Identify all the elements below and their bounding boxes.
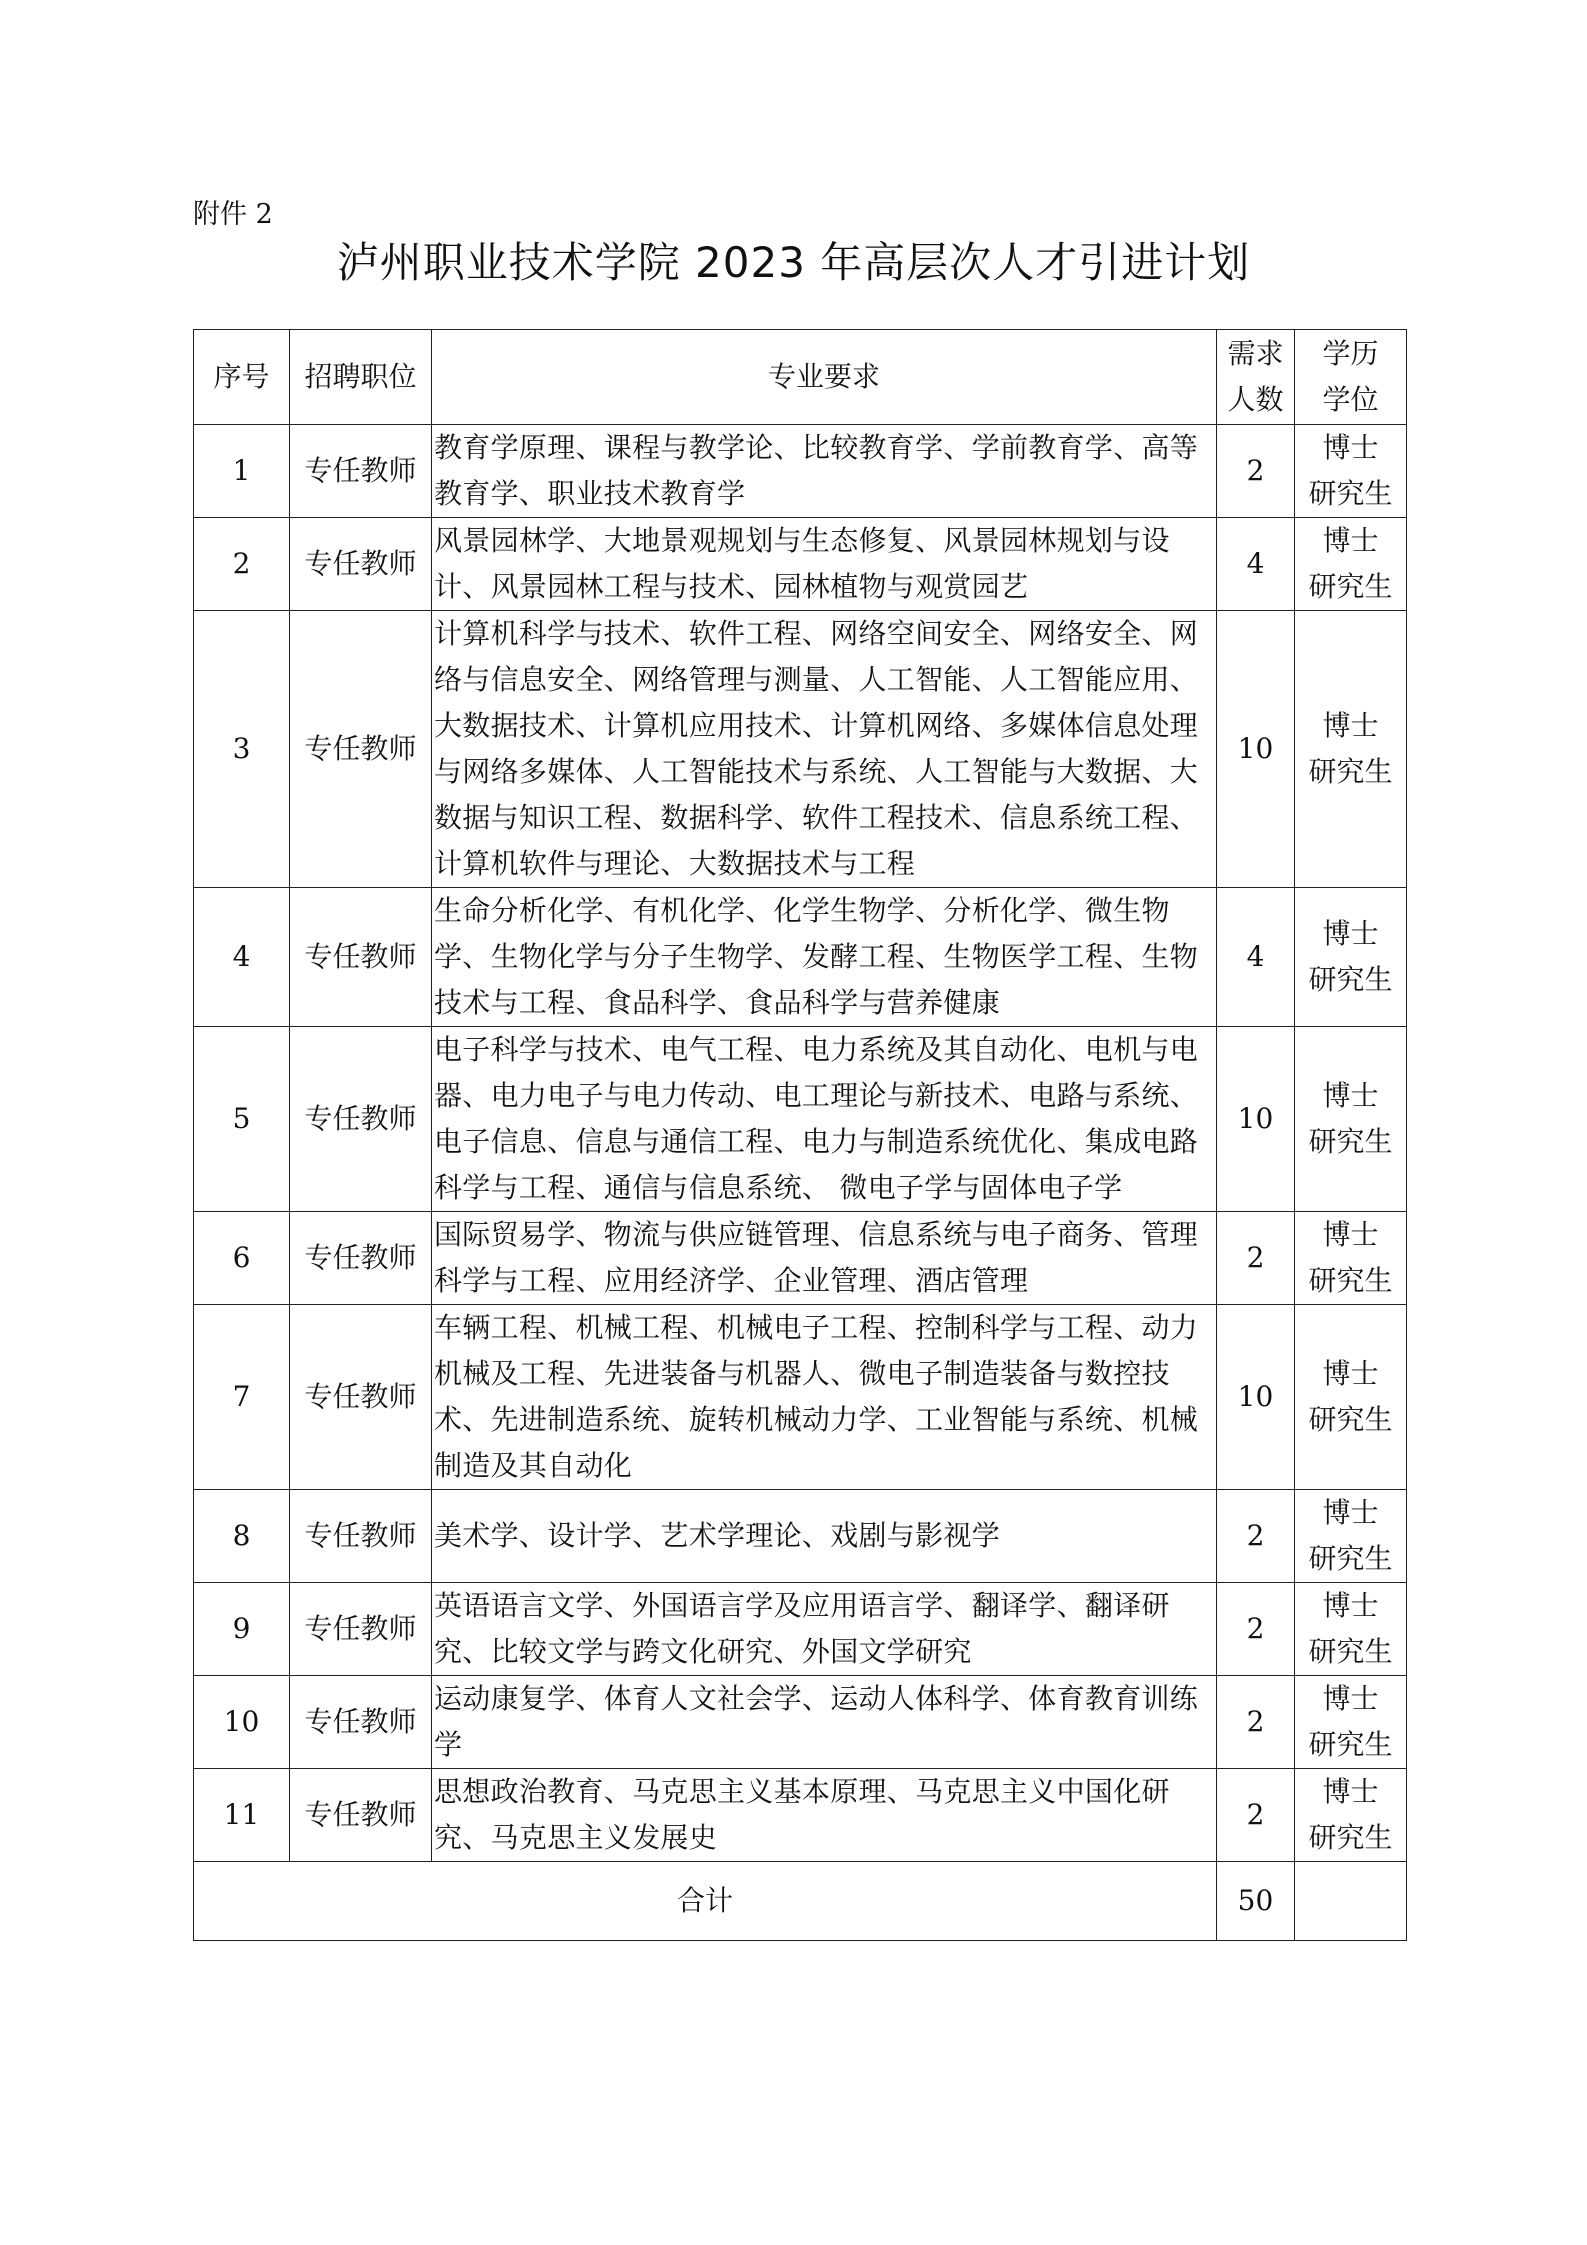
cell-degree xyxy=(1295,1305,1407,1490)
table-row xyxy=(194,1490,1407,1583)
table-row xyxy=(194,888,1407,1027)
total-degree xyxy=(1295,1862,1407,1941)
cell-position: 专任教师 xyxy=(290,1769,432,1862)
cell-no: 6 xyxy=(194,1212,290,1305)
table-row xyxy=(194,1583,1407,1676)
cell-no: 3 xyxy=(194,611,290,888)
cell-no: 2 xyxy=(194,518,290,611)
cell-degree-line1: 博士 xyxy=(1322,709,1379,742)
cell-degree-line1: 博士 xyxy=(1322,1496,1379,1529)
cell-no: 9 xyxy=(194,1583,290,1676)
header-count xyxy=(1217,330,1295,425)
cell-count: 2 xyxy=(1217,1212,1295,1305)
cell-degree xyxy=(1295,1212,1407,1305)
cell-position: 专任教师 xyxy=(290,1027,432,1212)
cell-no: 1 xyxy=(194,425,290,518)
cell-position: 专任教师 xyxy=(290,518,432,611)
header-count-line2: 人数 xyxy=(1227,383,1284,416)
cell-degree-line2: 研究生 xyxy=(1308,1542,1393,1575)
cell-degree-line2: 研究生 xyxy=(1308,570,1393,603)
cell-no: 11 xyxy=(194,1769,290,1862)
cell-degree-line2: 研究生 xyxy=(1308,963,1393,996)
cell-no: 4 xyxy=(194,888,290,1027)
cell-requirement: 计算机科学与技术、软件工程、网络空间安全、网络安全、网络与信息安全、网络管理与测量、人工智能、人工智能应用、大数据技术、计算机应用技术、计算机网络、多媒体信息处理与网络多媒体、人工智能技术与系统、人工智能与大数据、大数据与知识工程、数据科学、软件工程技术、信息系统工程、计算机软件与理论、大数据技术与工程 xyxy=(432,611,1217,888)
cell-no: 5 xyxy=(194,1027,290,1212)
cell-degree-line1: 博士 xyxy=(1322,431,1379,464)
cell-degree xyxy=(1295,1027,1407,1212)
cell-position: 专任教师 xyxy=(290,888,432,1027)
cell-degree-line2: 研究生 xyxy=(1308,1635,1393,1668)
cell-degree-line1: 博士 xyxy=(1322,1079,1379,1112)
header-requirement: 专业要求 xyxy=(432,330,1217,425)
cell-no: 7 xyxy=(194,1305,290,1490)
cell-degree-line2: 研究生 xyxy=(1308,1728,1393,1761)
cell-count: 2 xyxy=(1217,1490,1295,1583)
cell-degree xyxy=(1295,611,1407,888)
cell-degree-line2: 研究生 xyxy=(1308,1403,1393,1436)
table-row xyxy=(194,1212,1407,1305)
cell-requirement: 教育学原理、课程与教学论、比较教育学、学前教育学、高等教育学、职业技术教育学 xyxy=(432,425,1217,518)
table-row xyxy=(194,611,1407,888)
cell-degree-line1: 博士 xyxy=(1322,1357,1379,1390)
cell-count: 10 xyxy=(1217,1027,1295,1212)
cell-no: 10 xyxy=(194,1676,290,1769)
table-row xyxy=(194,1305,1407,1490)
table-header-row xyxy=(194,330,1407,425)
table-row xyxy=(194,425,1407,518)
header-count-line1: 需求 xyxy=(1227,337,1284,370)
cell-degree-line1: 博士 xyxy=(1322,1589,1379,1622)
table-row xyxy=(194,1769,1407,1862)
cell-requirement: 生命分析化学、有机化学、化学生物学、分析化学、微生物学、生物化学与分子生物学、发酵工程、生物医学工程、生物技术与工程、食品科学、食品科学与营养健康 xyxy=(432,888,1217,1027)
header-no: 序号 xyxy=(194,330,290,425)
cell-position: 专任教师 xyxy=(290,1676,432,1769)
cell-degree-line2: 研究生 xyxy=(1308,1264,1393,1297)
header-degree-line1: 学历 xyxy=(1322,337,1379,370)
table-row xyxy=(194,1027,1407,1212)
cell-degree-line1: 博士 xyxy=(1322,1775,1379,1808)
cell-count: 2 xyxy=(1217,1676,1295,1769)
cell-degree-line2: 研究生 xyxy=(1308,477,1393,510)
cell-position: 专任教师 xyxy=(290,425,432,518)
cell-requirement: 电子科学与技术、电气工程、电力系统及其自动化、电机与电器、电力电子与电力传动、电工理论与新技术、电路与系统、电子信息、信息与通信工程、电力与制造系统优化、集成电路科学与工程、通信与信息系统、 微电子学与固体电子学 xyxy=(432,1027,1217,1212)
table-row xyxy=(194,518,1407,611)
total-count: 50 xyxy=(1217,1862,1295,1941)
cell-degree-line2: 研究生 xyxy=(1308,1821,1393,1854)
cell-degree xyxy=(1295,1676,1407,1769)
cell-no: 8 xyxy=(194,1490,290,1583)
cell-degree xyxy=(1295,518,1407,611)
total-label: 合计 xyxy=(194,1862,1217,1941)
cell-count: 10 xyxy=(1217,611,1295,888)
cell-requirement: 运动康复学、体育人文社会学、运动人体科学、体育教育训练学 xyxy=(432,1676,1217,1769)
table-body xyxy=(194,425,1407,1862)
cell-degree-line1: 博士 xyxy=(1322,1682,1379,1715)
page-title: 泸州职业技术学院 2023 年高层次人才引进计划 xyxy=(336,238,1251,287)
header-degree xyxy=(1295,330,1407,425)
cell-requirement: 美术学、设计学、艺术学理论、戏剧与影视学 xyxy=(432,1490,1217,1583)
attachment-label: 附件 2 xyxy=(193,199,273,230)
cell-count: 2 xyxy=(1217,1769,1295,1862)
cell-position: 专任教师 xyxy=(290,1305,432,1490)
cell-position: 专任教师 xyxy=(290,1583,432,1676)
table-row xyxy=(194,1676,1407,1769)
header-position: 招聘职位 xyxy=(290,330,432,425)
cell-requirement: 国际贸易学、物流与供应链管理、信息系统与电子商务、管理科学与工程、应用经济学、企业管理、酒店管理 xyxy=(432,1212,1217,1305)
cell-position: 专任教师 xyxy=(290,1490,432,1583)
cell-degree xyxy=(1295,1769,1407,1862)
cell-degree xyxy=(1295,1583,1407,1676)
cell-requirement: 车辆工程、机械工程、机械电子工程、控制科学与工程、动力机械及工程、先进装备与机器人、微电子制造装备与数控技术、先进制造系统、旋转机械动力学、工业智能与系统、机械制造及其自动化 xyxy=(432,1305,1217,1490)
cell-count: 2 xyxy=(1217,1583,1295,1676)
cell-degree xyxy=(1295,888,1407,1027)
cell-degree-line1: 博士 xyxy=(1322,524,1379,557)
cell-requirement: 英语语言文学、外国语言学及应用语言学、翻译学、翻译研究、比较文学与跨文化研究、外国文学研究 xyxy=(432,1583,1217,1676)
header-degree-line2: 学位 xyxy=(1322,383,1379,416)
cell-degree xyxy=(1295,1490,1407,1583)
cell-requirement: 思想政治教育、马克思主义基本原理、马克思主义中国化研究、马克思主义发展史 xyxy=(432,1769,1217,1862)
cell-requirement: 风景园林学、大地景观规划与生态修复、风景园林规划与设计、风景园林工程与技术、园林植物与观赏园艺 xyxy=(432,518,1217,611)
cell-count: 10 xyxy=(1217,1305,1295,1490)
cell-degree-line1: 博士 xyxy=(1322,1218,1379,1251)
cell-count: 2 xyxy=(1217,425,1295,518)
cell-count: 4 xyxy=(1217,888,1295,1027)
cell-position: 专任教师 xyxy=(290,611,432,888)
cell-degree-line2: 研究生 xyxy=(1308,1125,1393,1158)
recruitment-plan-table xyxy=(193,329,1407,1941)
cell-count: 4 xyxy=(1217,518,1295,611)
total-row xyxy=(194,1862,1407,1941)
cell-degree-line2: 研究生 xyxy=(1308,755,1393,788)
cell-degree-line1: 博士 xyxy=(1322,917,1379,950)
cell-degree xyxy=(1295,425,1407,518)
cell-position: 专任教师 xyxy=(290,1212,432,1305)
